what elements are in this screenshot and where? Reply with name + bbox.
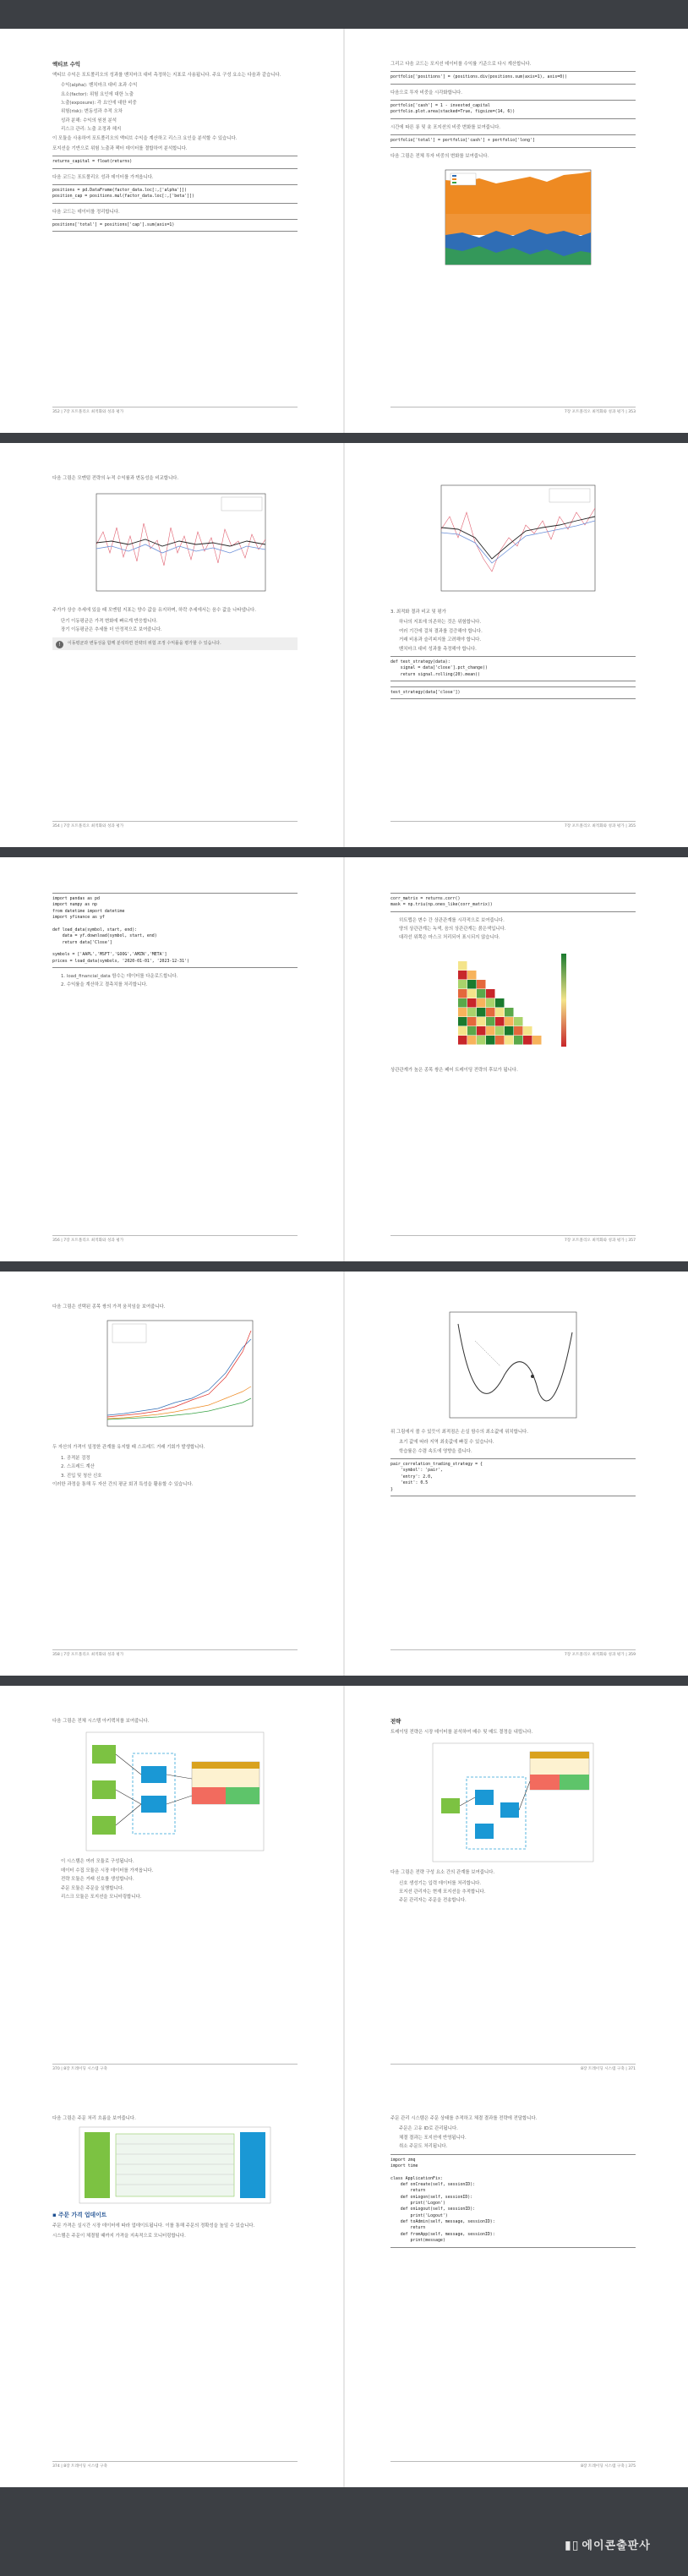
code-block: portfolio['total'] = portfolio['cash'] + portfolio['long']: [390, 134, 636, 147]
heatmap-cell: [486, 1008, 495, 1017]
heatmap-cell: [495, 1026, 505, 1036]
blue-module: [500, 1802, 519, 1818]
blue-module: [141, 1766, 167, 1783]
spread-2: [0, 443, 688, 847]
list-item: 리스크 모듈은 포지션을 모니터링합니다.: [61, 1894, 142, 1900]
heatmap-cell: [458, 1017, 467, 1026]
heatmap-cell: [467, 1026, 477, 1036]
blue-panel: [240, 2132, 265, 2198]
page-footer: 354 | 7장 포트폴리오 최적화와 성과 평가: [52, 821, 298, 829]
code-block: import pandas as pd import numpy as np from datetime import datetime import yfinance as yf def load_data(symbol, start, end): data = yf.download(symbol, start, end) return data['Close'] symbols = ['AAPL','MSFT','GOOG','AMZN','META'] prices = load_data(symbols, '2020-01-01', '2023-12-31'): [52, 893, 298, 968]
heatmap-cell: [467, 971, 477, 980]
heatmap-cell: [477, 1026, 486, 1036]
heatmap-cell: [495, 1017, 505, 1026]
list-item: 수익(alpha): 벤치마크 대비 초과 수익: [61, 83, 138, 89]
stacked-area-figure: [429, 163, 598, 282]
list-item: 거래 비용과 슬리피지를 고려해야 합니다.: [399, 637, 482, 643]
paragraph: 3. 최적화 결과 비교 및 평가: [390, 610, 446, 615]
paragraph: 주문 관리 시스템은 주문 상태를 추적하고 체결 결과를 전략에 전달합니다.: [390, 2116, 538, 2121]
signal-figure: [424, 479, 602, 605]
buy-cells: [560, 1775, 589, 1790]
paragraph: 다음 코드는 데이터를 정리합니다.: [52, 209, 120, 215]
page-footer: 370 | 8장 트레이딩 시스템 구축: [52, 2064, 298, 2071]
paragraph: 다음 그림은 주문 처리 흐름을 보여줍니다.: [52, 2116, 136, 2121]
heatmap-cell: [514, 1026, 523, 1036]
paragraph: 다음 그림은 선택된 종목 쌍의 가격 움직임을 보여줍니다.: [52, 1304, 166, 1310]
paragraph: 이러한 과정을 통해 두 자산 간의 평균 회귀 특성을 활용할 수 있습니다.: [52, 1481, 194, 1487]
paragraph: 액티브 수익은 포트폴리오의 성과를 벤치마크 대비 측정하는 지표로 사용됩니다. 주요 구성 요소는 다음과 같습니다.: [52, 72, 281, 78]
heatmap-cell: [514, 1036, 523, 1045]
list-item: 1. 공적분 검정: [61, 1455, 90, 1461]
list-item: 2. 스프레드 계산: [61, 1464, 95, 1470]
page-370: [0, 1686, 344, 2090]
legend-box: [221, 497, 262, 511]
page-356: [0, 857, 344, 1261]
legend-box: [549, 489, 590, 502]
orange-area-lower: [445, 214, 591, 235]
page-footer: 356 | 7장 포트폴리오 최적화와 성과 평가: [52, 1235, 298, 1243]
list-item: 성과 분해: 수익의 원천 분석: [61, 118, 117, 123]
green-module: [92, 1780, 116, 1799]
green-panel: [85, 2132, 110, 2198]
page-footer: 8장 트레이딩 시스템 구축 | 375: [390, 2461, 636, 2469]
list-item: 여러 기간에 걸쳐 결과를 검증해야 합니다.: [399, 628, 483, 634]
paragraph: 시스템은 주문이 체결될 때까지 가격을 지속적으로 모니터링합니다.: [52, 2234, 186, 2240]
spread-1: [0, 29, 688, 433]
page-footer: 352 | 7장 포트폴리오 최적화와 성과 평가: [52, 407, 298, 414]
message-panel: [116, 2134, 234, 2196]
list-item: 데이터 수집 모듈은 시장 데이터를 가져옵니다.: [61, 1868, 154, 1873]
list-item: 리스크 관리: 노출 조정과 헤지: [61, 127, 122, 133]
heatmap-cell: [458, 1008, 467, 1017]
list-item: 주문 관리자는 주문을 전송합니다.: [399, 1898, 467, 1904]
list-item: 양의 상관관계는 녹색, 음의 상관관계는 붉은색입니다.: [399, 927, 506, 933]
publisher-logo: [565, 2536, 651, 2552]
code-block: pair_correlation_trading_strategy = { 'symbol': 'pair', 'entry': 2.0, 'exit': 0.5 }: [390, 1458, 636, 1496]
heatmap-cell: [486, 1026, 495, 1036]
heatmap-cell: [514, 1017, 523, 1026]
spread-4: [0, 1272, 688, 1676]
heatmap-cell: [458, 980, 467, 989]
page-footer: 358 | 7장 포트폴리오 최적화와 성과 평가: [52, 1649, 298, 1657]
code-block: positions = pd.DataFrame(factor_data.loc[:,['alpha']]) position_cap = positions.mul(factor_data.loc[:,['beta']]): [52, 184, 298, 204]
heatmap-cell: [495, 998, 505, 1008]
heatmap-cell: [467, 980, 477, 989]
correlation-heatmap: [450, 945, 576, 1064]
list-item: 학습률은 수렴 속도에 영향을 줍니다.: [399, 1448, 472, 1454]
paragraph: 다음으로 투자 비중을 시각화합니다.: [390, 90, 462, 96]
heatmap-cell: [458, 971, 467, 980]
publisher-name: 에이콘출판사: [582, 2540, 651, 2552]
list-item: 벤치마크 대비 성과를 측정해야 합니다.: [399, 646, 477, 652]
heatmap-cell: [477, 998, 486, 1008]
spread-5: [0, 1686, 688, 2090]
heatmap-cell: [495, 1008, 505, 1017]
heatmap-cell: [477, 989, 486, 998]
list-item: 이 시스템은 여러 모듈로 구성됩니다.: [61, 1859, 134, 1865]
minimum-point: [531, 1375, 534, 1378]
page-374: [0, 2083, 344, 2487]
section-heading: 전략: [390, 1718, 401, 1725]
paragraph: 그리고 다음 코드는 포지션 데이터를 수익률 기준으로 다시 계산합니다.: [390, 62, 532, 67]
publisher-mark-icon: ▮▯: [565, 2539, 580, 2552]
heatmap-cell: [477, 1036, 486, 1045]
list-item: 초기 값에 따라 지역 최솟값에 빠질 수 있습니다.: [399, 1440, 494, 1446]
green-module: [441, 1798, 460, 1813]
legend-swatch: [452, 182, 456, 183]
system-architecture-diagram: [82, 1728, 268, 1855]
page-359: [344, 1272, 688, 1676]
strategy-diagram: [429, 1739, 598, 1866]
list-item: 하나의 지표에 의존하는 것은 위험합니다.: [399, 620, 482, 626]
paragraph: 위 그림에서 볼 수 있듯이 최적점은 손실 함수의 최소값에 위치합니다.: [390, 1430, 528, 1435]
list-item: 주문은 고유 ID로 관리됩니다.: [399, 2126, 458, 2132]
list-item: 신호 생성기는 입력 데이터를 처리합니다.: [399, 1880, 482, 1886]
list-item: 전략 모듈은 거래 신호를 생성합니다.: [61, 1877, 134, 1883]
spread-3: [0, 857, 688, 1261]
heatmap-cell: [486, 989, 495, 998]
heatmap-cell: [532, 1036, 542, 1045]
list-item: 대각선 위쪽은 마스크 처리되어 표시되지 않습니다.: [399, 935, 500, 941]
page-355: [344, 443, 688, 847]
list-item: 위험(risk): 변동성과 추적 오차: [61, 109, 123, 115]
paragraph: 두 자산의 가격이 일정한 관계를 유지할 때 스프레드 거래 기회가 발생합니다.: [52, 1445, 205, 1451]
table-header: [192, 1762, 259, 1769]
heatmap-cell: [486, 998, 495, 1008]
legend-box: [112, 1324, 146, 1343]
spread-6: [0, 2083, 688, 2487]
list-item: 3. 진입 및 청산 신호: [61, 1473, 102, 1479]
page-footer: 8장 트레이딩 시스템 구축 | 371: [390, 2064, 636, 2071]
legend-swatch: [452, 175, 456, 177]
list-item: 노출(exposure): 각 요인에 대한 비중: [61, 101, 137, 107]
paragraph: 다음 그림은 모멘텀 전략의 누적 수익률과 변동성을 비교합니다.: [52, 476, 179, 481]
paragraph: 주가가 상승 추세에 있을 때 모멘텀 지표는 양수 값을 유지하며, 하락 추세에서는 음수 값을 나타냅니다.: [52, 608, 256, 614]
heatmap-cells: [458, 961, 542, 1045]
heatmap-cell: [467, 1008, 477, 1017]
list-item: 1. load_financial_data 함수는 데이터를 다운로드합니다.: [61, 973, 178, 979]
note-text: 이동평균과 변동성을 함께 분석하면 전략의 위험 조정 수익률을 평가할 수 있습니다.: [68, 640, 221, 646]
page-footer: 7장 포트폴리오 최적화와 성과 평가 | 359: [390, 1649, 636, 1657]
colorbar: [561, 954, 566, 1047]
paragraph: 다음 코드는 포트폴리오 성과 데이터를 가져옵니다.: [52, 174, 154, 180]
page-352: [0, 29, 344, 433]
heatmap-cell: [505, 1036, 514, 1045]
heatmap-cell: [495, 1036, 505, 1045]
blue-module: [475, 1824, 494, 1839]
heatmap-cell: [467, 989, 477, 998]
code-block: def test_strategy(data): signal = data['close'].pct_change() return signal.rolling(20).mean(): [390, 656, 636, 681]
page-357: [344, 857, 688, 1261]
blue-module: [141, 1796, 167, 1813]
table-header: [530, 1752, 589, 1758]
paragraph: 다음 그림은 전체 시스템 아키텍처를 보여줍니다.: [52, 1719, 150, 1724]
code-block: import zmq import time class ApplicationFix: def onCreate(self, sessionID): return def onLogon(self, sessionID): print('Logon') def onLogout(self, sessionID): print('Logout') def toAdmin(self, message, sessionID): return def fromApp(self, message, sessionID): print(message): [390, 2154, 636, 2248]
list-item: 히트맵은 변수 간 상관관계를 시각적으로 보여줍니다.: [399, 917, 505, 923]
heatmap-cell: [477, 1008, 486, 1017]
sell-cells: [530, 1775, 560, 1790]
blue-module: [475, 1790, 494, 1805]
heatmap-cell: [467, 998, 477, 1008]
page-footer: 7장 포트폴리오 최적화와 성과 평가 | 357: [390, 1235, 636, 1243]
code-block: returns_capital = float(returns): [52, 156, 298, 168]
loss-curve-figure: [441, 1307, 585, 1425]
heatmap-cell: [467, 1036, 477, 1045]
page-353: [344, 29, 688, 433]
pair-prices-figure: [90, 1314, 259, 1441]
list-item: 요소(factor): 위험 요인에 대한 노출: [61, 91, 134, 97]
list-item: 장기 이동평균은 추세를 더 안정적으로 보여줍니다.: [61, 627, 162, 633]
paragraph: 다음 그림은 전략 구성 요소 간의 관계를 보여줍니다.: [390, 1870, 495, 1876]
list-item: 2. 수익률을 계산하고 결측치를 처리합니다.: [61, 982, 148, 988]
moving-average-figure: [78, 485, 272, 604]
code-block: portfolio['positions'] = (positions.div(positions.sum(axis=1), axis=0)): [390, 71, 636, 84]
page-375: [344, 2083, 688, 2487]
heatmap-cell: [458, 961, 467, 971]
paragraph: 이 모듈을 사용하여 포트폴리오의 액티브 수익을 계산하고 리스크 요인을 분석할 수 있습니다.: [52, 135, 238, 141]
list-item: 취소 주문도 처리됩니다.: [399, 2144, 448, 2150]
tip-note: [52, 637, 298, 651]
heatmap-cell: [523, 1036, 532, 1045]
code-block: positions['total'] = positions['cap'].sum(axis=1): [52, 219, 298, 232]
heatmap-cell: [467, 1017, 477, 1026]
plot-frame: [450, 1312, 576, 1418]
paragraph: 트레이딩 전략은 시장 데이터를 분석하여 매수 및 매도 결정을 내립니다.: [390, 1729, 533, 1735]
heatmap-cell: [486, 1017, 495, 1026]
paragraph: 시간에 따른 롱 및 숏 포지션의 비중 변화를 보여줍니다.: [390, 124, 500, 130]
list-item: 단기 이동평균은 가격 변화에 빠르게 반응합니다.: [61, 618, 158, 624]
code-block: corr_matrix = returns.corr() mask = np.triu(np.ones_like(corr_matrix)): [390, 893, 636, 912]
green-module: [92, 1816, 116, 1835]
heatmap-cell: [505, 1026, 514, 1036]
sell-cells: [192, 1787, 226, 1804]
paragraph: 포지션을 기반으로 위험 노출과 팩터 데이터를 결합하여 분석합니다.: [52, 145, 188, 151]
list-item: 포지션 관리자는 현재 포지션을 추적합니다.: [399, 1890, 486, 1895]
paragraph: 상관관계가 높은 종목 쌍은 페어 트레이딩 전략의 후보가 됩니다.: [390, 1067, 518, 1073]
heatmap-cell: [458, 989, 467, 998]
heatmap-cell: [477, 1017, 486, 1026]
heatmap-cell: [523, 1026, 532, 1036]
heatmap-cell: [458, 998, 467, 1008]
heatmap-cell: [458, 1036, 467, 1045]
page-354: [0, 443, 344, 847]
page-371: [344, 1686, 688, 2090]
heatmap-cell: [505, 1008, 514, 1017]
paragraph: 주문 가격은 실시간 시장 데이터에 따라 업데이트됩니다. 이를 통해 주문의 정확성을 높일 수 있습니다.: [52, 2223, 255, 2229]
section-heading: 액티브 수익: [52, 61, 81, 68]
code-block: portfolio['cash'] = 1 - invested_capital portfolio.plot.area(stacked=True, figsize=(14, 6)): [390, 100, 636, 119]
heatmap-cell: [477, 980, 486, 989]
page-358: [0, 1272, 344, 1676]
heatmap-cell: [486, 1036, 495, 1045]
paragraph: 다음 그림은 전체 투자 비중의 변화를 보여줍니다.: [390, 153, 489, 159]
page-footer: 7장 포트폴리오 최적화와 성과 평가 | 355: [390, 821, 636, 829]
order-flow-diagram: [78, 2125, 272, 2206]
heatmap-cell: [505, 1017, 514, 1026]
legend-swatch: [452, 178, 456, 180]
page-footer: 374 | 8장 트레이딩 시스템 구축: [52, 2461, 298, 2469]
section-heading: ▪ 주문 가격 업데이트: [52, 2212, 107, 2219]
heatmap-cell: [458, 1026, 467, 1036]
list-item: 체결 결과는 포지션에 반영됩니다.: [399, 2135, 467, 2141]
buy-cells: [226, 1787, 259, 1804]
green-module: [92, 1745, 116, 1764]
lightbulb-icon: !: [56, 641, 63, 648]
list-item: 주문 모듈은 주문을 실행합니다.: [61, 1885, 124, 1891]
page-footer: 7장 포트폴리오 최적화와 성과 평가 | 353: [390, 407, 636, 414]
code-block: test_strategy(data['close']): [390, 686, 636, 699]
